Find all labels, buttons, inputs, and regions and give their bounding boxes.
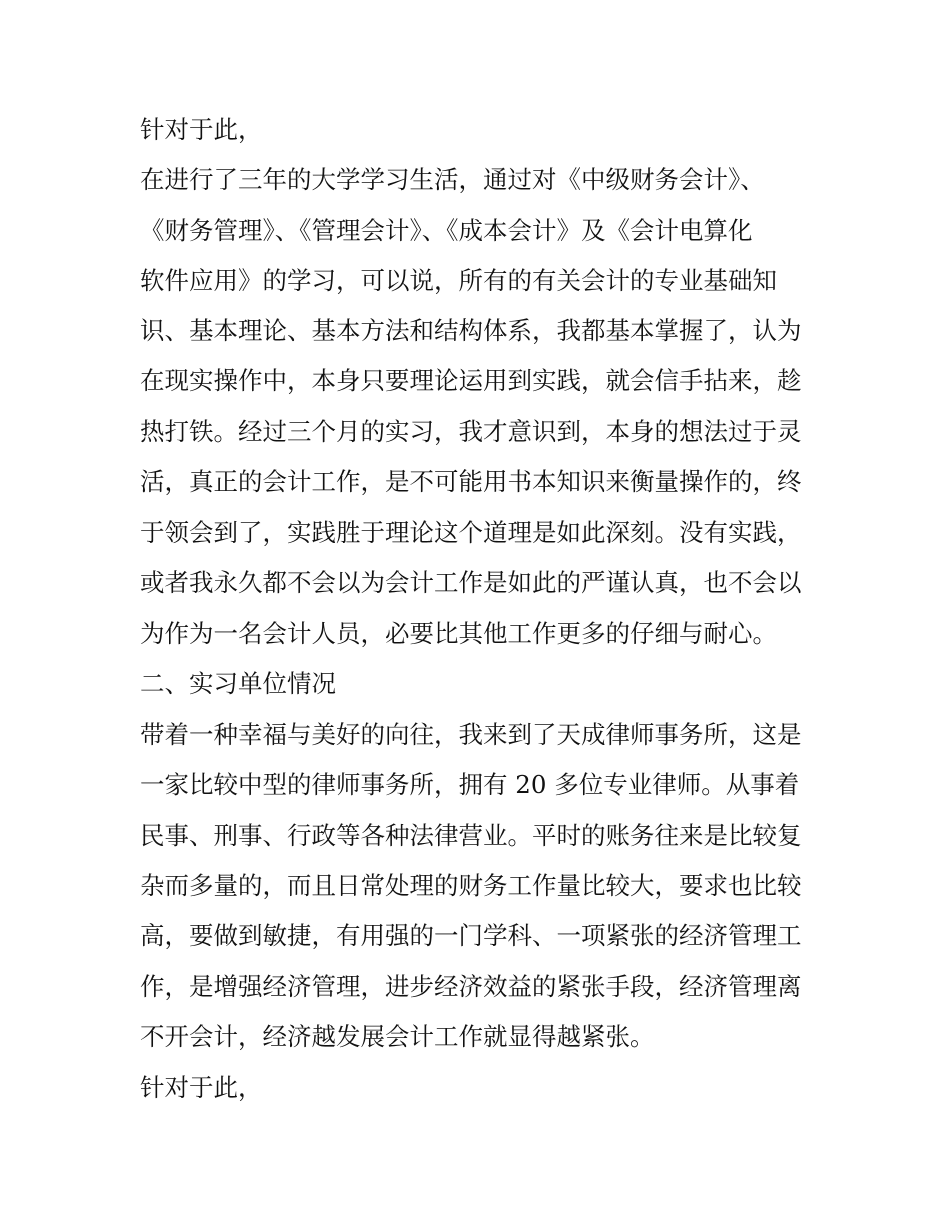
text-line: 软件应用》的学习，可以说，所有的有关会计的专业基础知 <box>140 266 777 295</box>
text-line: 不开会计，经济越发展会计工作就显得越紧张。 <box>140 1022 655 1051</box>
text-line: 杂而多量的，而且日常处理的财务工作量比较大，要求也比较 <box>140 871 802 900</box>
text-line: 针对于此， <box>140 115 263 144</box>
text-line: 于领会到了，实践胜于理论这个道理是如此深刻。没有实践， <box>140 518 802 547</box>
text-line: 为作为一名会计人员，必要比其他工作更多的仔细与耐心。 <box>140 619 777 648</box>
text-line: 活，真正的会计工作，是不可能用书本知识来衡量操作的，终 <box>140 467 802 496</box>
text-line: 作，是增强经济管理，进步经济效益的紧张手段，经济管理离 <box>140 972 802 1001</box>
text-line: 识、基本理论、基本方法和结构体系，我都基本掌握了，认为 <box>140 316 802 345</box>
text-line: 或者我永久都不会以为会计工作是如此的严谨认真，也不会以 <box>140 568 802 597</box>
text-line: 民事、刑事、行政等各种法律营业。平时的账务往来是比较复 <box>140 821 802 850</box>
text-line: 《财务管理》、《管理会计》、《成本会计》及《会计电算化 <box>140 216 753 245</box>
text-line: 高，要做到敏捷，有用强的一门学科、一项紧张的经济管理工 <box>140 921 802 950</box>
text-line: 带着一种幸福与美好的向往，我来到了天成律师事务所，这是 <box>140 720 802 749</box>
text-line: 在进行了三年的大学学习生活，通过对《中级财务会计》、 <box>140 165 765 194</box>
text-line: 针对于此， <box>140 1073 263 1102</box>
text-line: 在现实操作中，本身只要理论运用到实践，就会信手拈来，趁 <box>140 366 802 395</box>
section-heading: 二、实习单位情况 <box>140 669 336 698</box>
text-line: 热打铁。经过三个月的实习，我才意识到，本身的想法过于灵 <box>140 417 802 446</box>
text-line: 一家比较中型的律师事务所，拥有 20 多位专业律师。从事着 <box>140 770 800 799</box>
